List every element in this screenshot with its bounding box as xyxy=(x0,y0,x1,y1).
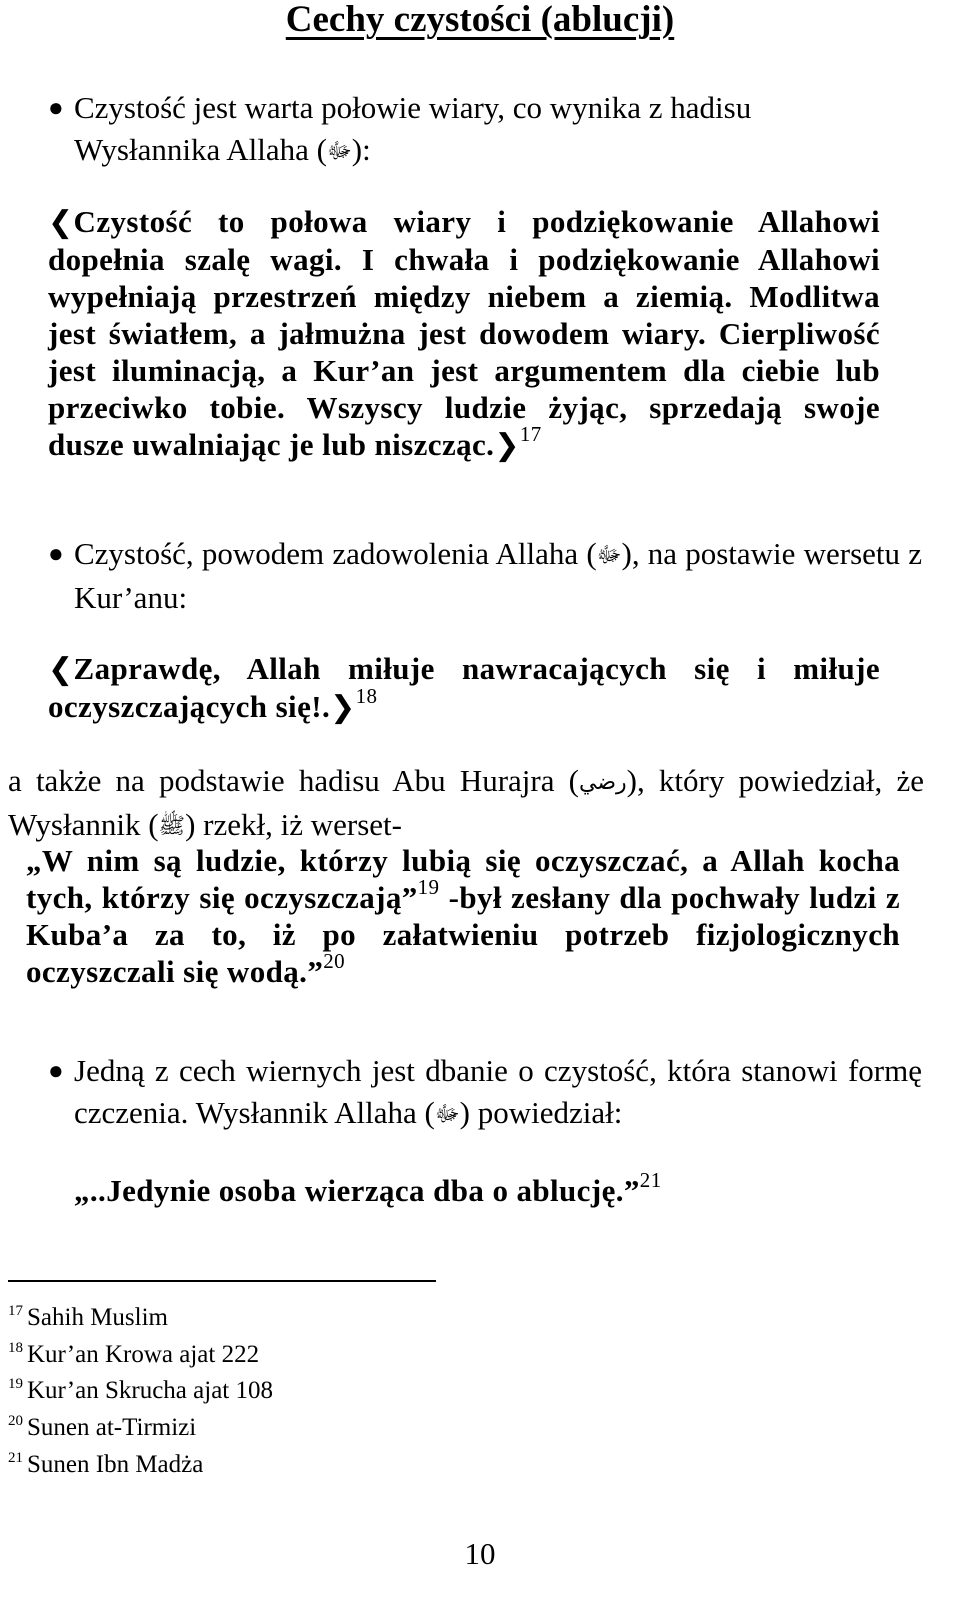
bullet-item-4 xyxy=(48,1050,922,1136)
page-number: 10 xyxy=(464,1536,496,1571)
footnote-18: $^{18}$ Kur’an Krowa ajat 222 xyxy=(8,1340,260,1368)
paragraph-abu-hurajra: a także na podstawie hadisu Abu Hurajra (رضي), który powiedział, że Wysłannik (ﷺ) rzekł, iż werset- xyxy=(8,763,924,842)
verse-quote-18 xyxy=(48,650,880,726)
footnote-20: $^{20}$ Sunen at-Tirmizi xyxy=(8,1413,197,1441)
verse-19-text: W nim są ludzie, którzy lubią się oczyszczać, a Allah kocha tych, którzy się oczyszczają xyxy=(26,843,900,915)
bullet-item-2 xyxy=(48,533,922,619)
footnote-17: $^{17}$ Sahih Muslim xyxy=(8,1303,168,1331)
footnote-ref-21: 21 xyxy=(639,1168,662,1192)
honorific-prophet-icon: ﷺ xyxy=(158,814,186,839)
bullet-1-line2-end: ): xyxy=(351,132,371,167)
bullet-1-line1: Czystość jest warta połowie wiary, co wynika z hadisu xyxy=(74,90,752,125)
bullet-icon: ● xyxy=(48,93,64,122)
ornament-close-icon: ❯ xyxy=(330,690,356,725)
hadith-quote-21: „..Jedynie osoba wierząca dba o ablucję.”$^{21}$ xyxy=(74,1168,662,1208)
bullet-item-1 xyxy=(48,87,922,173)
bullet-2-text-end: ), na postawie wersetu z Kur’anu: xyxy=(74,536,922,615)
honorific-companion-icon: رضي xyxy=(579,770,627,795)
hadith-17-text: Czystość to połowa wiary i podziękowanie Allahowi dopełnia szalę wagi. I chwała i podziękowanie Allahowi wypełniają przestrzeń między niebem a ziemią. Modlitwa jest światłem, a jałmużna jest dowodem wiary. Cierpliwość jest iluminacją, a Kur’an jest argumentem dla ciebie lub przeciwko tobie. Wszyscy ludzie żyjąc, sprzedają swoje dusze uwalniając je lub niszcząc. xyxy=(48,204,880,462)
bullet-2-text-start: Czystość, powodem zadowolenia Allaha ( xyxy=(74,536,597,571)
page-title: Cechy czystości (ablucji) xyxy=(285,0,675,40)
footnote-ref-18: 18 xyxy=(355,684,378,708)
hadith-21-text: ..Jedynie osoba wierząca dba o ablucję. xyxy=(89,1173,624,1208)
bullet-4-text-start: Jedną z cech wiernych jest dbanie o czystość, która stanowi formę czczenia. Wysłannik Allaha ( xyxy=(74,1053,922,1130)
footnote-ref-20: 20 xyxy=(323,949,346,973)
footnote-21: $^{21}$ Sunen Ibn Madża xyxy=(8,1450,204,1478)
footnote-divider xyxy=(8,1280,436,1282)
verse-18-text: Zaprawdę, Allah miłuje nawracających się i miłuje oczyszczających się!. xyxy=(48,651,880,724)
honorific-allah-icon: ﷻ xyxy=(596,543,622,568)
bullet-1-line2-start: Wysłannika Allaha ( xyxy=(74,132,327,167)
honorific-allah-icon: ﷻ xyxy=(326,139,352,164)
honorific-allah-icon: ﷻ xyxy=(434,1102,460,1127)
footnote-ref-19: 19 xyxy=(417,875,440,899)
footnote-19: $^{19}$ Kur’an Skrucha ajat 108 xyxy=(8,1376,273,1404)
hadith-quote-17 xyxy=(48,203,880,464)
verse-19-continuation: -był zesłany dla pochwały ludzi z Kuba’a za to, iż po załatwieniu potrzeb fizjologicznych oczyszczali się wodą. xyxy=(26,880,900,989)
bullet-icon: ● xyxy=(48,539,64,568)
ornament-open-icon: ❮ xyxy=(48,652,74,687)
bullet-4-text-end: ) powiedział: xyxy=(459,1095,623,1130)
bullet-icon: ● xyxy=(48,1056,64,1085)
verse-quote-19: „W nim są ludzie, którzy lubią się oczyszczać, a Allah kocha tych, którzy się oczyszczają”$^{19}$ -był zesłany dla pochwały ludzi z Kuba’a za to, iż po załatwieniu potrzeb fizjologicznych oczyszczali się wodą.”$^{20}$ xyxy=(26,843,900,989)
ornament-close-icon: ❯ xyxy=(494,428,520,463)
footnote-ref-17: 17 xyxy=(519,422,542,446)
ornament-open-icon: ❮ xyxy=(48,205,74,240)
